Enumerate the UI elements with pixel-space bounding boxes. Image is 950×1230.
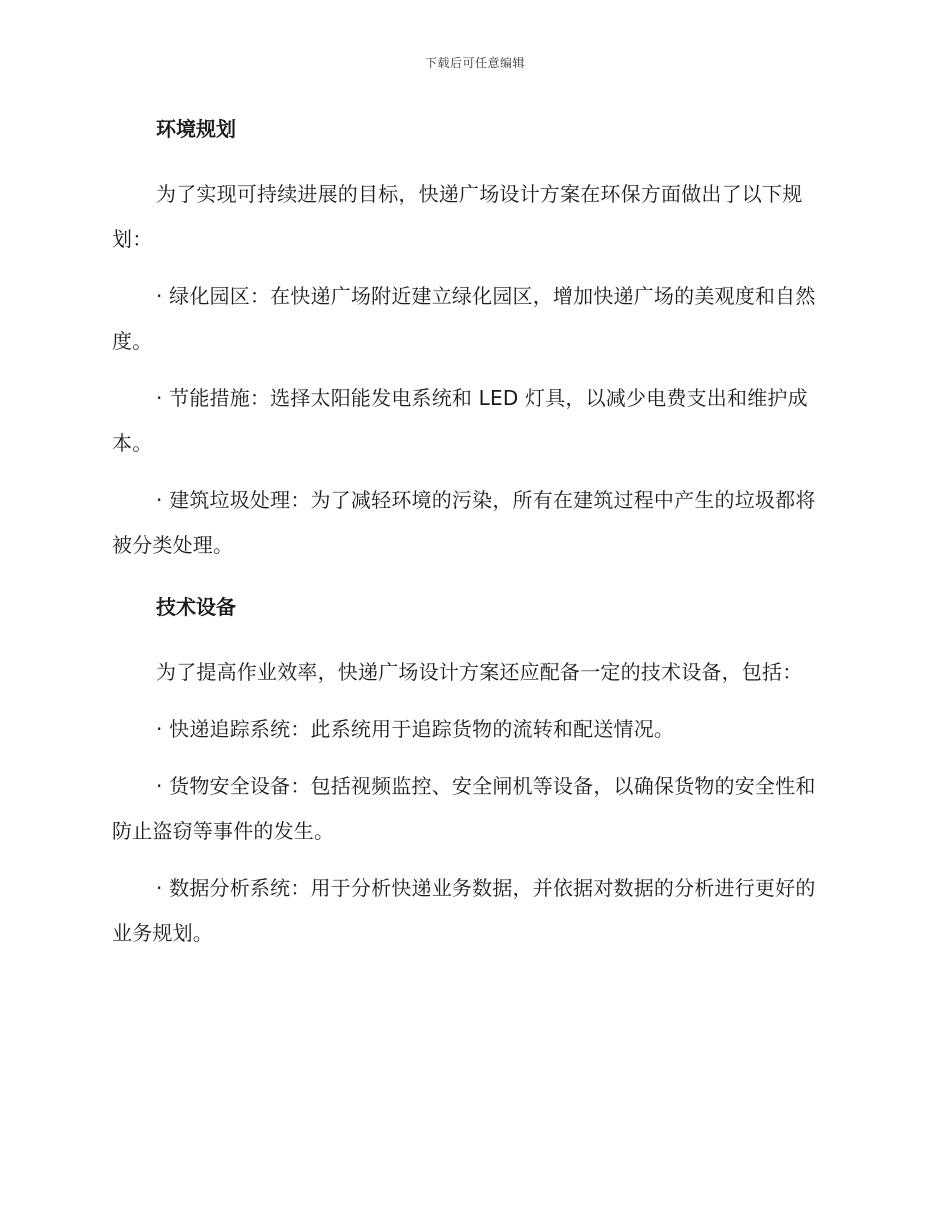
list-item-waste: · 建筑垃圾处理：为了减轻环境的污染，所有在建筑过程中产生的垃圾都将被分类处理。 [112,488,816,557]
list-item-energy: · 节能措施：选择太阳能发电系统和 LED 灯具，以减少电费支出和维护成本。 [112,386,808,455]
document-body [112,114,828,968]
section-intro-technology: 为了提高作业效率，快递广场设计方案还应配备一定的技术设备，包括： [156,660,803,684]
list-item-security: · 货物安全设备：包括视频监控、安全闸机等设备，以确保货物的安全性和防止盗窃等事件的发生。 [112,774,816,843]
section-heading-technology: 技术设备 [156,595,236,619]
header-note: 下载后可任意编辑 [424,56,525,70]
section-heading-environment: 环境规划 [156,117,236,141]
list-item-greening: · 绿化园区：在快递广场附近建立绿化园区，增加快递广场的美观度和自然度。 [112,284,816,353]
list-item-analytics: · 数据分析系统：用于分析快递业务数据，并依据对数据的分析进行更好的业务规划。 [112,876,816,945]
list-item-tracking: · 快递追踪系统：此系统用于追踪货物的流转和配送情况。 [156,717,675,741]
section-intro-environment: 为了实现可持续进展的目标，快递广场设计方案在环保方面做出了以下规划： [112,182,803,251]
